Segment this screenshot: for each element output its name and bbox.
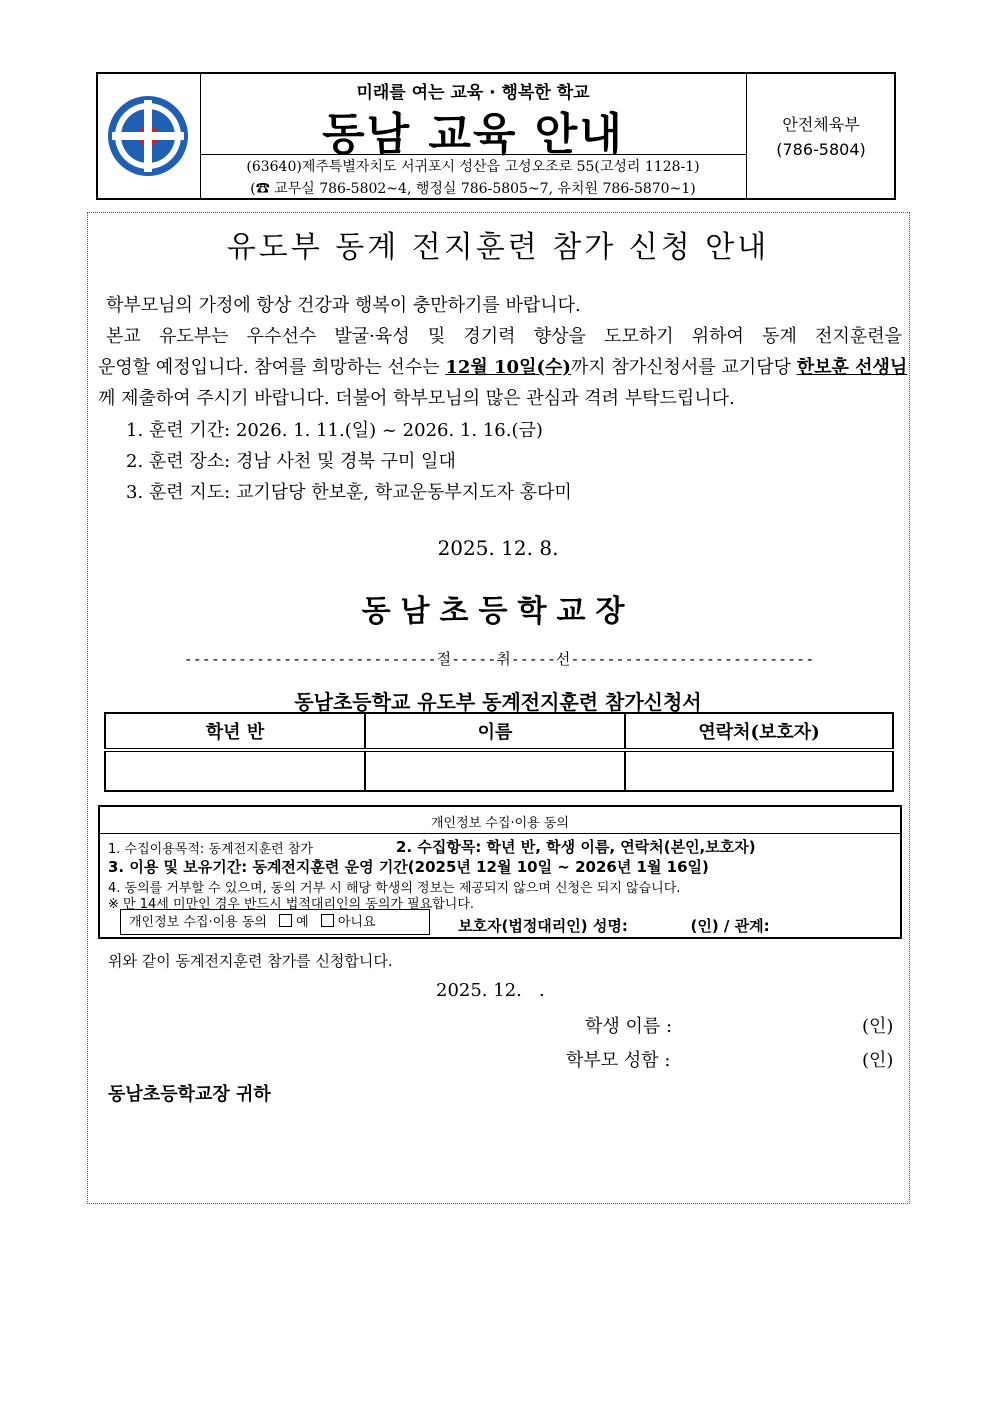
- grade-class-field[interactable]: [105, 750, 365, 791]
- principal-signature: 동남초등학교장: [361, 594, 635, 629]
- consent-yes-label: 예: [296, 915, 309, 930]
- item-period: 1. 훈련 기간: 2026. 1. 11.(일) ~ 2026. 1. 16.(금): [126, 420, 543, 441]
- item-coach: 3. 훈련 지도: 교기담당 한보훈, 학교운동부지도자 홍다미: [126, 482, 572, 503]
- body-line-2-a: 운영할 예정입니다. 참여를 희망하는 선수는: [98, 357, 446, 378]
- header-center: [200, 74, 746, 198]
- notice-date: 2025. 12. 8.: [437, 536, 559, 560]
- guardian-signature: 보호자(법정대리인) 성명: (인) / 관계:: [458, 917, 770, 935]
- consent-choice: [120, 909, 430, 935]
- recipient: 동남초등학교장 귀하: [108, 1084, 271, 1105]
- slogan: 미래를 여는 교육 · 행복한 학교: [356, 83, 590, 103]
- divider: [200, 154, 746, 155]
- header-box: [96, 72, 896, 200]
- privacy-refuse: 4. 동의를 거부할 수 있으며, 동의 거부 시 해당 학생의 정보는 제공되지 않으며 신청은 되지 않습니다.: [108, 881, 681, 896]
- notice-title: 유도부 동계 전지훈련 참가 신청 안내: [226, 230, 770, 265]
- parent-seal: (인): [862, 1050, 894, 1071]
- teacher-name: 한보훈 선생님: [796, 357, 908, 378]
- col-contact: 연락처(보호자): [625, 713, 893, 750]
- school-phones: (☎ 교무실 786-5802~4, 행정실 786-5805~7, 유치원 786-5870~1): [250, 181, 696, 197]
- body-line-2-b: 까지 참가신청서를 교기담당: [570, 357, 797, 378]
- school-logo: [98, 74, 201, 198]
- application-table: [104, 712, 894, 792]
- department-name: 안전체육부: [782, 115, 860, 134]
- header-title: 동남 교육 안내: [322, 109, 624, 160]
- apply-date: 2025. 12. .: [436, 980, 545, 1001]
- body-line-2: [98, 357, 908, 378]
- consent-no-label: 아니요: [337, 915, 376, 930]
- header-department: [746, 74, 895, 198]
- school-emblem-icon: [98, 74, 200, 198]
- application-title: 동남초등학교 유도부 동계전지훈련 참가신청서: [294, 690, 702, 714]
- consent-yes-checkbox[interactable]: [279, 914, 292, 927]
- deadline: 12월 10일(수): [445, 357, 571, 378]
- body-line-3: 께 제출하여 주시기 바랍니다. 더불어 학부모님의 많은 관심과 격려 부탁드립니다.: [98, 388, 735, 409]
- contact-field[interactable]: [625, 750, 893, 791]
- privacy-items: 2. 수집항목: 학년 반, 학생 이름, 연락처(본인,보호자): [396, 838, 756, 856]
- school-address: (63640)제주특별자치도 서귀포시 성산읍 고성오조로 55(고성리 1128-1): [246, 159, 700, 175]
- name-field[interactable]: [365, 750, 625, 791]
- student-name-label: 학생 이름 :: [585, 1016, 673, 1037]
- privacy-purpose: 1. 수집이용목적: 동계전지훈련 참가: [108, 842, 313, 857]
- cut-line: ----------------------------절-----취-----선---------------------------: [183, 650, 815, 668]
- department-phone: (786-5804): [776, 140, 866, 159]
- body-line-1: 본교 유도부는 우수선수 발굴·육성 및 경기력 향상을 도모하기 위하여 동계 전지훈련을: [106, 326, 902, 347]
- col-name: 이름: [365, 713, 625, 750]
- privacy-consent-box: [98, 805, 902, 939]
- parent-name-label: 학부모 성함 :: [566, 1050, 671, 1071]
- privacy-title: 개인정보 수집·이용 동의: [431, 816, 569, 831]
- student-seal: (인): [862, 1016, 894, 1037]
- consent-no-checkbox[interactable]: [321, 914, 334, 927]
- divider: [100, 833, 900, 834]
- privacy-minor: ※ 만 14세 미만인 경우 반드시 법적대리인의 동의가 필요합니다.: [108, 897, 475, 912]
- item-place: 2. 훈련 장소: 경남 사천 및 경북 구미 일대: [126, 451, 456, 472]
- privacy-period: 3. 이용 및 보유기간: 동계전지훈련 운영 기간(2025년 12월 10일 ~ 2026년 1월 16일): [108, 858, 709, 876]
- greeting: 학부모님의 가정에 항상 건강과 행복이 충만하기를 바랍니다.: [106, 295, 581, 316]
- apply-statement: 위와 같이 동계전지훈련 참가를 신청합니다.: [108, 952, 393, 970]
- consent-label: 개인정보 수집·이용 동의: [129, 915, 267, 930]
- col-grade-class: 학년 반: [105, 713, 365, 750]
